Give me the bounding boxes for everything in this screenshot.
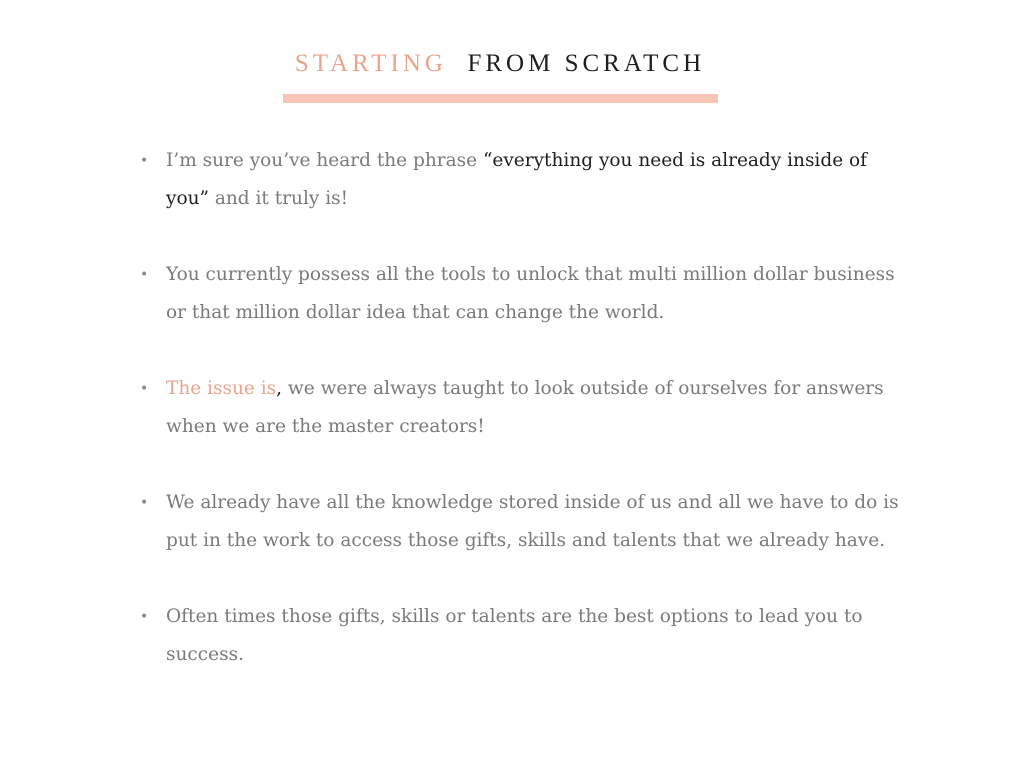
bullet-1-intro: I’m sure you’ve heard the phrase xyxy=(166,150,483,171)
bullet-item-5 xyxy=(140,598,900,674)
bullet-list xyxy=(140,142,900,712)
bullet-dot: • xyxy=(140,495,149,511)
bullet-3-lead: The issue is xyxy=(166,378,277,399)
bullet-item-2 xyxy=(140,256,900,332)
bullet-4-text: We already have all the knowledge stored inside of us and all we have to do is put in the work to access those gifts, skills and talents that we already have. xyxy=(166,492,899,551)
bullet-2-text: You currently possess all the tools to unlock that multi million dollar business or that million dollar idea that can change the world. xyxy=(166,264,895,323)
bullet-item-1 xyxy=(140,142,900,218)
bullet-1-outro: and it truly is! xyxy=(208,188,349,209)
bullet-1-quote: “everything you need is already inside of you” xyxy=(166,150,868,209)
bullet-3-comma: , xyxy=(276,378,283,399)
bullet-dot: • xyxy=(140,153,149,169)
bullet-3-rest: we were always taught to look outside of ourselves for answers when we are the master creators! xyxy=(166,378,884,437)
title-accent-word: STARTING xyxy=(294,50,447,77)
slide-title xyxy=(0,46,1000,82)
title-underline-rule xyxy=(283,94,718,103)
bullet-dot: • xyxy=(140,381,149,397)
title-main-words: FROM SCRATCH xyxy=(467,50,706,77)
bullet-5-text: Often times those gifts, skills or talents are the best options to lead you to success. xyxy=(166,606,863,665)
bullet-dot: • xyxy=(140,267,149,283)
bullet-item-3 xyxy=(140,370,900,446)
bullet-item-4 xyxy=(140,484,900,560)
bullet-dot: • xyxy=(140,609,149,625)
